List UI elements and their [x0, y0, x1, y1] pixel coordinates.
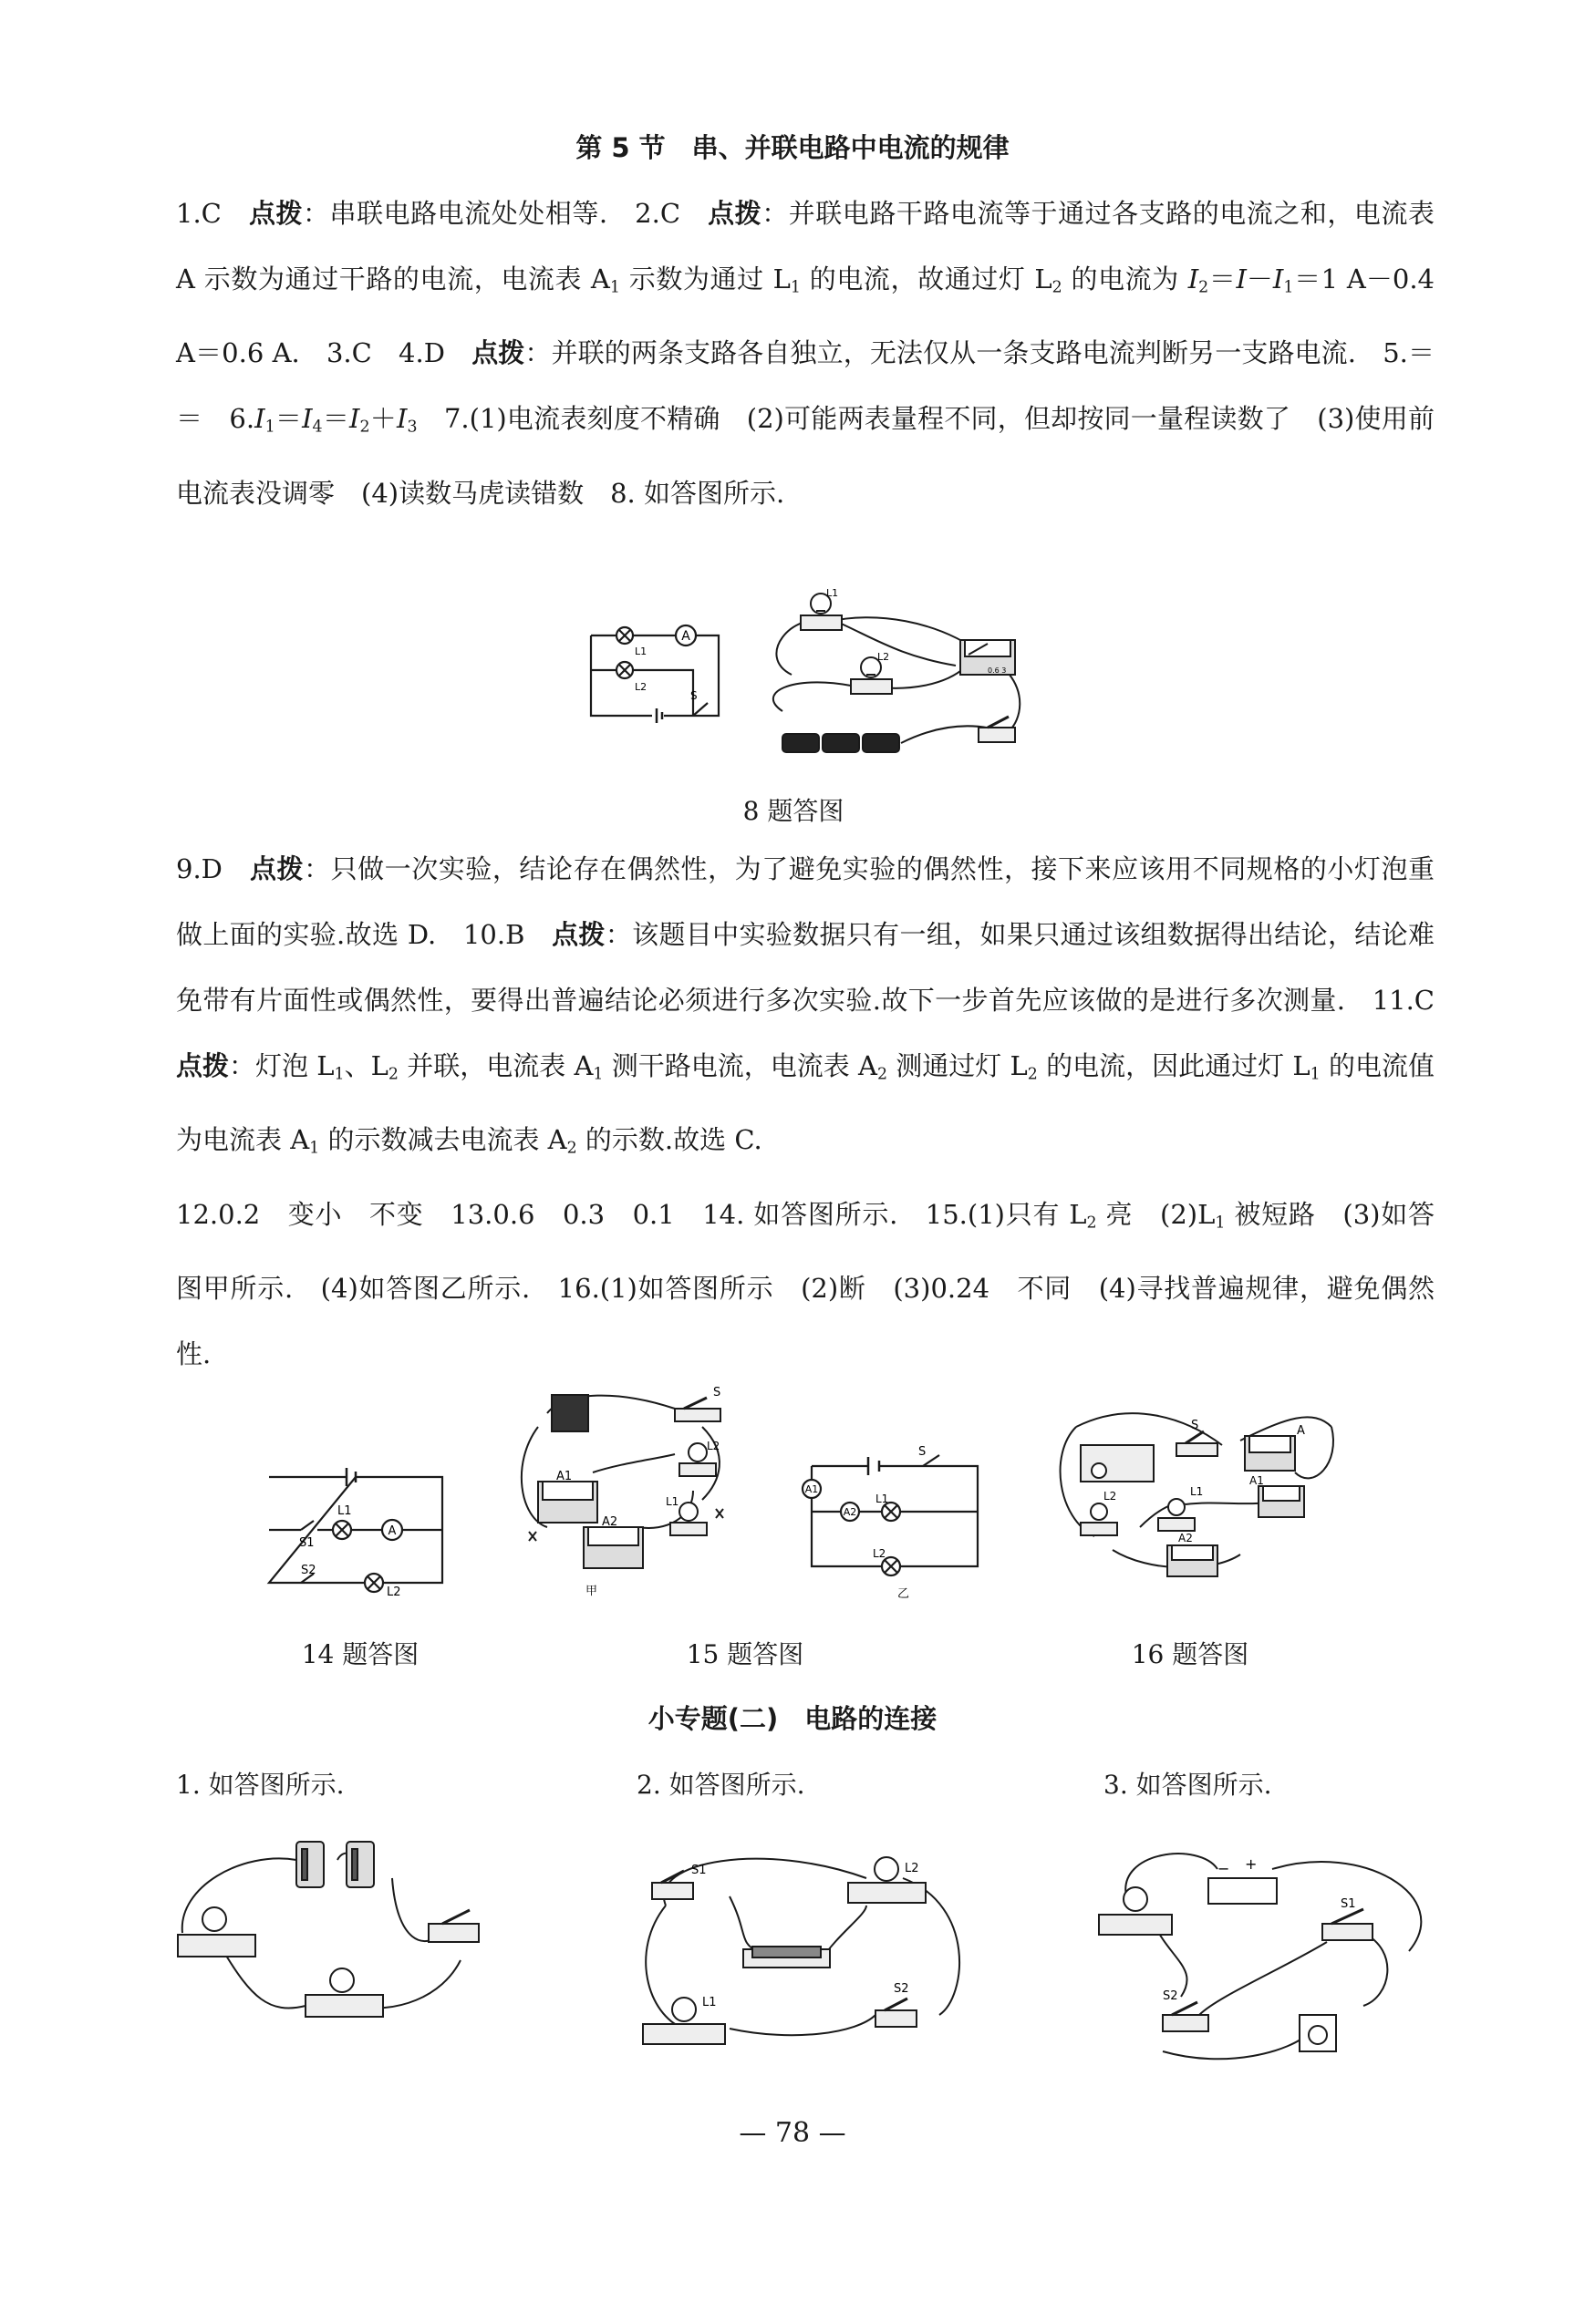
subscript: 2	[388, 1065, 399, 1084]
text-run: ：该题目中实验数据只有一组，如果只通过该组数据得出结论，结论难免带有片面性或偶然性，要得出普遍结论必须进行多次实验.故下一步首先应该做的是进行多次测量. 11.C	[176, 919, 1462, 1016]
pictorial-l1-label: L1	[826, 587, 839, 599]
variable: I	[397, 403, 408, 435]
text-run: 亮 (2)L	[1096, 1198, 1216, 1230]
figure-14-caption: 14 题答图	[301, 1639, 420, 1669]
fig14-ammeter-label: A	[388, 1524, 397, 1538]
text-run: ＝	[322, 403, 350, 435]
figure-16-caption: 16 题答图	[1131, 1639, 1249, 1669]
text-run: －	[1246, 263, 1273, 294]
answer-paragraph-3	[176, 1182, 1435, 1387]
text-run: ：并联电路干路电流等于通过各支路的电流之和，电流表 A 示数为通过干路的电流，电流表 A	[176, 198, 1435, 294]
subscript: 1	[593, 1065, 604, 1084]
variable: I	[1187, 263, 1199, 294]
fig14-s1-label: S1	[299, 1536, 315, 1550]
subscript: 2	[1051, 278, 1062, 297]
figure-8-pictorial	[764, 584, 1024, 766]
text-run: 的电流值为电流表 A	[176, 1050, 1435, 1156]
lamp-l2-label: L2	[635, 681, 647, 693]
figure-15-yi	[795, 1445, 987, 1601]
fig14-s2-label: S2	[301, 1564, 316, 1577]
variable: I	[302, 403, 313, 435]
jia-caption-label: 甲	[585, 1585, 598, 1598]
fig14-l1-label: L1	[337, 1504, 352, 1518]
answer-paragraph-2	[176, 836, 1462, 1182]
st3-plus-label: +	[1245, 1855, 1258, 1873]
subscript: 1	[264, 418, 275, 437]
text-run: 的电流，因此通过灯 L	[1037, 1050, 1310, 1081]
fig16-a2-label: A2	[1178, 1532, 1193, 1544]
page-number: — 78 —	[739, 2117, 846, 2149]
subscript: 1	[1283, 278, 1294, 297]
yi-s-label: S	[918, 1445, 927, 1459]
figure-8-caption: 8 题答图	[742, 796, 844, 826]
fig14-l2-label: L2	[387, 1585, 401, 1599]
text-run: ：只做一次实验，结论存在偶然性，为了避免实验的偶然性，接下来应该用不同规格的小灯泡重做上面的实验.故选 D. 10.B	[176, 853, 1435, 950]
answers-block-1	[176, 181, 1461, 526]
st2-s2-label: S2	[894, 1982, 909, 1996]
switch-label: S	[690, 689, 698, 702]
yi-a2-label: A2	[843, 1506, 857, 1518]
fig16-l1-label: L1	[1190, 1485, 1204, 1498]
st2-l2-label: L2	[905, 1862, 919, 1875]
meter-scale-label: 0.6 3	[988, 666, 1007, 675]
variable: I	[1272, 263, 1284, 294]
subscript: 2	[1086, 1214, 1097, 1233]
subscript: 1	[334, 1065, 345, 1084]
subtopic-title: 小专题(二) 电路的连接	[647, 1703, 938, 1734]
subscript: 2	[359, 418, 370, 437]
jia-l2-label: L2	[707, 1440, 720, 1452]
answer-paragraph-1	[176, 181, 1461, 526]
subscript: 2	[1027, 1065, 1038, 1084]
fig16-l2-label: L2	[1103, 1490, 1117, 1503]
variable: I	[254, 403, 265, 435]
st3-minus-label: −	[1217, 1860, 1230, 1877]
st2-l1-label: L1	[702, 1996, 717, 2009]
hint-label: 点拨	[248, 198, 304, 229]
text-run: 测通过灯 L	[887, 1050, 1028, 1081]
figure-14	[264, 1457, 447, 1599]
st3-s2-label: S2	[1163, 1989, 1178, 2003]
text-run: 测干路电流，电流表 A	[603, 1050, 877, 1081]
subscript: 1	[309, 1139, 320, 1158]
figure-8-schematic	[584, 625, 739, 729]
text-run: 1.C	[176, 198, 249, 229]
ammeter-label: A	[681, 629, 690, 644]
jia-a2-label: A2	[602, 1515, 618, 1529]
text-run: 并联，电流表 A	[398, 1050, 594, 1081]
subscript: 1	[1310, 1065, 1321, 1084]
figure-16	[1040, 1390, 1341, 1586]
fig16-s-label: S	[1191, 1419, 1199, 1432]
subscript: 1	[609, 278, 620, 297]
text-run: 被短路 (3)如答图甲所示. (4)如答图乙所示. 16.(1)如答图所示 (2)断 (3)0.24 不同 (4)寻找普遍规律，避免偶然性.	[176, 1198, 1435, 1370]
subscript: 2	[566, 1139, 577, 1158]
jia-s-label: S	[713, 1386, 721, 1400]
text-run: 的示数.故选 C.	[576, 1124, 762, 1156]
variable: I	[1236, 263, 1247, 294]
text-run: 示数为通过 L	[619, 263, 791, 294]
yi-caption-label: 乙	[897, 1587, 910, 1601]
subscript: 3	[407, 418, 418, 437]
jia-a1-label: A1	[556, 1470, 573, 1483]
text-run: 9.D	[176, 853, 250, 884]
subscript: 2	[1198, 278, 1209, 297]
subtopic-figure-3	[1090, 1833, 1436, 2070]
hint-label: 点拨	[176, 1050, 230, 1081]
st2-s1-label: S1	[691, 1864, 707, 1877]
subtopic-item-3: 3. 如答图所示.	[1103, 1770, 1272, 1800]
hint-label: 点拨	[471, 337, 525, 369]
text-run: 的电流为	[1062, 263, 1188, 294]
yi-l2-label: L2	[873, 1547, 886, 1560]
text-run: 的电流，故通过灯 L	[800, 263, 1052, 294]
subtopic-figure-1	[169, 1833, 497, 2038]
answers-block-2	[176, 836, 1462, 1387]
hint-label: 点拨	[250, 853, 305, 884]
subscript: 2	[876, 1065, 888, 1084]
fig16-a-label: A	[1297, 1424, 1305, 1438]
yi-a1-label: A1	[804, 1483, 819, 1495]
yi-l1-label: L1	[875, 1493, 889, 1505]
subtopic-item-2: 2. 如答图所示.	[637, 1770, 805, 1800]
text-run: ：并联的两条支路各自独立，无法仅从一条支路电流判断另一支路电流. 5.＝ ＝ 6.	[176, 337, 1461, 435]
text-run: 的示数减去电流表 A	[319, 1124, 567, 1156]
hint-label: 点拨	[708, 198, 762, 229]
subtopic-item-1: 1. 如答图所示.	[176, 1770, 345, 1800]
lamp-l1-label: L1	[635, 646, 647, 657]
jia-l1-label: L1	[666, 1495, 679, 1508]
subscript: 4	[312, 418, 323, 437]
section-title: 第 5 节 串、并联电路中电流的规律	[575, 132, 1010, 163]
text-run: 12.0.2 变小 不变 13.0.6 0.3 0.1 14. 如答图所示. 15.(1)只有 L	[176, 1198, 1087, 1230]
hint-label: 点拨	[552, 919, 606, 950]
st3-s1-label: S1	[1341, 1897, 1356, 1911]
text-run: ：串联电路电流处处相等. 2.C	[303, 198, 709, 229]
subtopic-figure-2	[629, 1833, 976, 2056]
text-run: 、L	[344, 1050, 388, 1081]
figure-15-caption: 15 题答图	[686, 1639, 804, 1669]
fig16-a1-label: A1	[1249, 1474, 1264, 1487]
text-run: ＝	[1208, 263, 1237, 294]
subscript: 1	[1215, 1214, 1226, 1233]
subscript: 1	[790, 278, 801, 297]
text-run: ＝	[275, 403, 303, 435]
text-run: ＝1 A－0.4 A＝0.6 A. 3.C 4.D	[176, 263, 1435, 369]
text-run: ：灯泡 L	[229, 1050, 335, 1081]
text-run: 7.(1)电流表刻度不精确 (2)可能两表量程不同，但却按同一量程读数了 (3)使用前电流表没调零 (4)读数马虎读错数 8. 如答图所示.	[176, 403, 1435, 509]
variable: I	[349, 403, 360, 435]
pictorial-l2-label: L2	[877, 651, 890, 663]
text-run: ＋	[369, 403, 397, 435]
figure-15-jia	[511, 1372, 748, 1600]
